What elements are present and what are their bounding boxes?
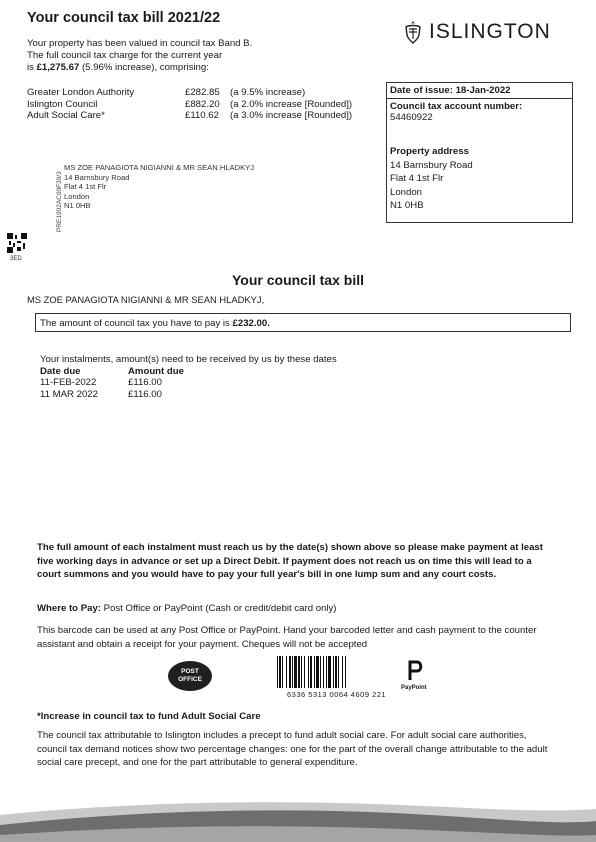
adult-social-care-heading: *Increase in council tax to fund Adult Social Care xyxy=(37,711,261,722)
bill-title: Your council tax bill 2021/22 xyxy=(27,10,221,26)
total-charge-amount: £1,275.67 xyxy=(36,62,80,73)
table-row: 11 MAR 2022 £116.00 xyxy=(40,388,162,400)
date-of-issue: Date of issue: 18-Jan-2022 xyxy=(387,83,572,99)
total-charge-line: is £1,275.67 (5.96% increase), comprising: xyxy=(27,62,209,73)
payment-warning: The full amount of each instalment must reach us by the date(s) shown above so please make payment at least five working days in advance or set up a Direct Debit. If payment does not reach us on time this will lead to a court summons and you would have to pay your full year's bill in one lump sum and any court costs. xyxy=(37,542,543,580)
islington-logo xyxy=(403,20,551,44)
mailing-code: PRE1902AC00F39/3 xyxy=(56,171,63,232)
account-number: 54460922 xyxy=(390,112,433,123)
account-holder-names: MS ZOE PANAGIOTA NIGIANNI & MR SEAN HLADKYJ, xyxy=(27,294,265,305)
post-office-logo: POST OFFICE xyxy=(168,661,212,691)
mailing-address: MS ZOE PANAGIOTA NIGIANNI & MR SEAN HLADKYJ 14 Barnsbury Road Flat 4 1st Flr London N1 0HB xyxy=(64,163,255,210)
barcode-number: 6336 5313 0064 4609 221 xyxy=(287,690,387,699)
instalments-header: Date due Amount due xyxy=(40,365,184,377)
charge-row: Adult Social Care* £110.62 (a 3.0% increase [Rounded]) xyxy=(27,110,353,121)
barcode-instructions: This barcode can be used at any Post Office or PayPoint. Hand your barcoded letter and cash payment to the counter assistant and obtain a receipt for your payment. Cheques will not be accepted xyxy=(37,625,537,650)
amount-to-pay-box: The amount of council tax you have to pay is £232.00. xyxy=(35,313,571,332)
property-address-block: Property address 14 Barnsbury Road Flat 4 1st Flr London N1 0HB xyxy=(390,146,473,211)
bill-subtitle: Your council tax bill xyxy=(232,272,364,288)
paypoint-label: PayPoint xyxy=(401,685,427,691)
paypoint-logo-icon xyxy=(403,658,427,684)
payment-barcode-icon xyxy=(276,656,386,688)
qr-code-icon xyxy=(7,233,27,253)
charge-statement: The full council tax charge for the current year xyxy=(27,50,223,61)
crest-icon xyxy=(403,20,423,44)
account-number-block: Council tax account number: 54460922 xyxy=(390,101,523,123)
charge-row: Islington Council £882.20 (a 2.0% increase [Rounded]) xyxy=(27,98,353,110)
instalments-table xyxy=(40,354,337,400)
where-to-pay: Where to Pay: Post Office or PayPoint (Cash or credit/debit card only) xyxy=(37,603,337,614)
account-info-box xyxy=(386,82,573,223)
band-statement: Your property has been valued in council tax Band B. xyxy=(27,38,253,49)
table-row: 11-FEB-2022 £116.00 xyxy=(40,377,162,388)
logo-text: ISLINGTON xyxy=(429,20,551,43)
adult-social-care-text: The council tax attributable to Islington includes a precept to fund adult social care. For adult social care authorities, council tax demand notices show two percentage changes: one for the part of the overall change attributable to the adult social care precept, and one for the part attributable to general expenditure. xyxy=(37,730,548,768)
instalments-intro: Your instalments, amount(s) need to be received by us by these dates xyxy=(40,354,337,365)
amount-to-pay: £232.00. xyxy=(232,318,270,329)
qr-code-label: 3ED xyxy=(10,256,22,262)
charges-breakdown xyxy=(27,87,352,122)
charge-row: Greater London Authority £282.85 (a 9.5% increase) xyxy=(27,87,306,98)
footer-wave-decoration xyxy=(0,795,596,842)
